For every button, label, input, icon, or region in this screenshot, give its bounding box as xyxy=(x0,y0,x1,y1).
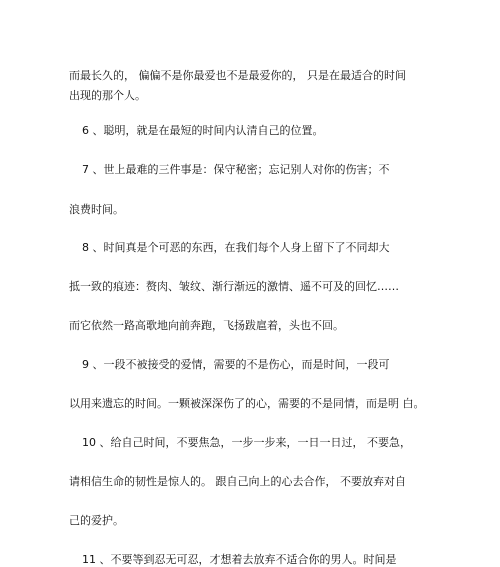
text-line-2: 出现的那个人。 xyxy=(69,89,146,102)
text-line-1: 而最长久的， 偏偏不是你最爱也不是最爱你的， 只是在最适合的时间 xyxy=(69,69,406,82)
text-line-5: 浪费时间。 xyxy=(69,203,124,216)
text-line-10: 以用来遗忘的时间。一颗被深深伤了的心，需要的不是同情，而是明 白。 xyxy=(69,397,425,410)
text-line-11: 10 、给自己时间，不要焦急，一步一步来，一日一日过， 不要急， xyxy=(82,436,411,449)
text-line-14: 11 、不要等到忍无可忍，才想着去放弃不适合你的男人。时间是 xyxy=(82,553,397,566)
text-line-13: 己的爱护。 xyxy=(69,514,124,527)
text-line-6: 8 、时间真是个可恶的东西，在我们每个人身上留下了不同却大 xyxy=(82,241,390,254)
text-line-7: 抵一致的痕迹：赘肉、皱纹、渐行渐远的激情、遥不可及的回忆…… xyxy=(69,280,399,293)
text-line-8: 而它依然一路高歌地向前奔跑，飞扬跋扈着，头也不回。 xyxy=(69,319,344,332)
text-line-3: 6 、聪明，就是在最短的时间内认清自己的位置。 xyxy=(82,124,324,137)
text-line-9: 9 、一段不被接受的爱情，需要的不是伤心，而是时间，一段可 xyxy=(82,358,390,371)
text-line-4: 7 、世上最难的三件事是：保守秘密；忘记别人对你的伤害；不 xyxy=(82,163,390,176)
text-line-12: 请相信生命的韧性是惊人的。 跟自己向上的心去合作， 不要放弃对自 xyxy=(69,475,406,488)
